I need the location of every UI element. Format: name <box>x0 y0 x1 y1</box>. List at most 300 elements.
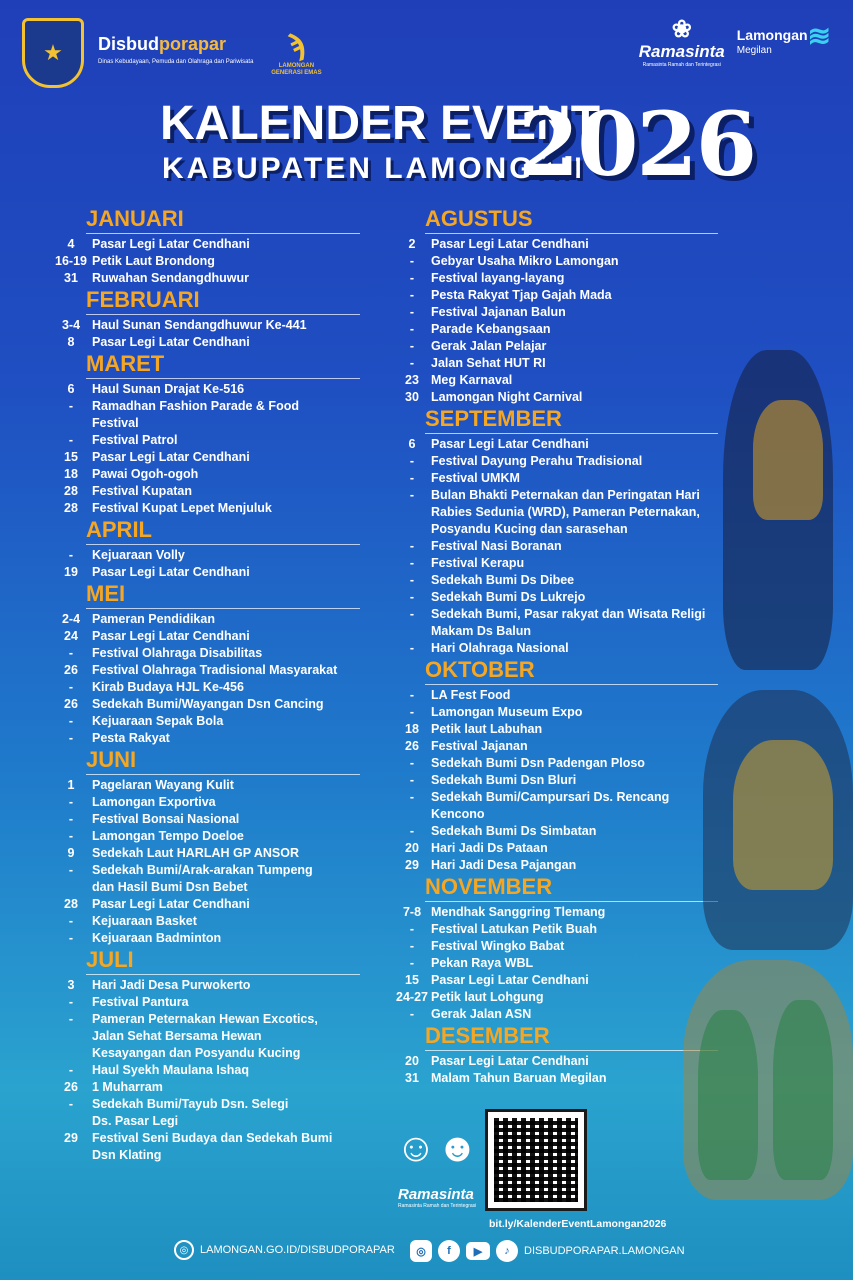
event-row <box>50 994 360 1011</box>
event-row <box>50 679 360 696</box>
event-name: Malam Tahun Baruan Megilan <box>431 1071 607 1085</box>
event-row <box>393 921 718 938</box>
event-row <box>50 1096 360 1113</box>
event-date: 18 <box>405 722 419 736</box>
event-name: Gerak Jalan ASN <box>431 1007 532 1021</box>
event-date: - <box>409 288 415 302</box>
event-date <box>50 1147 92 1164</box>
disbud-logo-text-2: porapar <box>159 34 227 54</box>
header-logos-right <box>639 18 831 68</box>
event-row <box>393 640 718 657</box>
ramasinta-mascot-logo <box>398 1186 476 1209</box>
mascot-logo-text: Ramasinta <box>398 1186 474 1203</box>
event-date <box>50 1045 92 1062</box>
right-column <box>393 206 718 1087</box>
event-name: Kesayangan dan Posyandu Kucing <box>92 1046 301 1060</box>
event-date: - <box>409 705 415 719</box>
event-row <box>50 334 360 351</box>
disbud-subtitle: Dinas Kebudayaan, Pemuda dan Olahraga dan Pariwisata <box>98 59 254 65</box>
event-row <box>393 538 718 555</box>
event-date: - <box>68 646 74 660</box>
event-name: Gebyar Usaha Mikro Lamongan <box>431 254 619 268</box>
event-name: Kejuaraan Basket <box>92 914 197 928</box>
event-name: Festival Olahraga Tradisional Masyarakat <box>92 663 338 677</box>
generasi-emas-icon: ϡ <box>287 29 306 62</box>
event-name: Sedekah Bumi/Campursari Ds. Rencang Kencono <box>431 790 670 821</box>
event-name: Sedekah Bumi Dsn Padengan Ploso <box>431 756 645 770</box>
event-date <box>393 623 431 640</box>
event-name: Pasar Legi Latar Cendhani <box>431 237 589 251</box>
event-row <box>50 381 360 398</box>
month-section-september <box>393 406 718 657</box>
event-row <box>393 270 718 287</box>
event-name: Pameran Peternakan Hewan Excotics, <box>92 1012 318 1026</box>
event-row <box>393 1053 718 1070</box>
event-date: - <box>68 995 74 1009</box>
event-name: Festival Nasi Boranan <box>431 539 562 553</box>
event-date: 2 <box>408 237 416 251</box>
event-date: 19 <box>64 565 78 579</box>
event-row <box>393 453 718 470</box>
event-name: Mendhak Sanggring Tlemang <box>431 905 606 919</box>
youtube-icon[interactable]: ▶ <box>466 1242 490 1260</box>
event-row <box>393 606 718 623</box>
left-column <box>50 206 360 1164</box>
month-section-maret <box>50 351 360 517</box>
event-row <box>50 466 360 483</box>
disbudporapar-logo <box>98 35 253 71</box>
event-row <box>50 713 360 730</box>
event-name: Festival Olahraga Disabilitas <box>92 646 263 660</box>
event-row <box>393 253 718 270</box>
event-name: 1 Muharram <box>92 1080 163 1094</box>
event-row <box>393 755 718 772</box>
event-row <box>50 236 360 253</box>
event-date: 20 <box>405 1054 419 1068</box>
event-name: Hari Jadi Ds Pataan <box>431 841 548 855</box>
event-date: - <box>68 931 74 945</box>
event-name: Jalan Sehat HUT RI <box>431 356 546 370</box>
event-name: Kejuaraan Badminton <box>92 931 222 945</box>
event-row <box>50 398 360 415</box>
event-row <box>50 1113 360 1130</box>
event-row <box>50 317 360 334</box>
event-name: Kejuaraan Sepak Bola <box>92 714 224 728</box>
event-name: Festival Kupat Lepet Menjuluk <box>92 501 272 515</box>
event-row <box>393 840 718 857</box>
event-date: - <box>68 829 74 843</box>
event-name: Sedekah Bumi Dsn Bluri <box>431 773 577 787</box>
event-name: Pasar Legi Latar Cendhani <box>92 450 250 464</box>
event-date: - <box>409 573 415 587</box>
event-name: Kejuaraan Volly <box>92 548 185 562</box>
month-heading: FEBRUARI <box>86 287 360 315</box>
month-heading: MARET <box>86 351 360 379</box>
event-date: - <box>68 914 74 928</box>
disbud-logo-text-1: Disbud <box>98 34 159 54</box>
event-row <box>50 564 360 581</box>
event-name: Haul Sunan Drajat Ke-516 <box>92 382 245 396</box>
event-date: 28 <box>64 484 78 498</box>
event-name: Lamongan Museum Expo <box>431 705 583 719</box>
event-date: 8 <box>67 335 75 349</box>
event-row <box>393 321 718 338</box>
event-date: - <box>409 556 415 570</box>
event-date: 26 <box>64 697 78 711</box>
event-name: Festival Kerapu <box>431 556 525 570</box>
event-name: Dsn Klating <box>92 1148 162 1162</box>
event-date: 26 <box>64 1080 78 1094</box>
event-row <box>393 355 718 372</box>
event-row <box>50 862 360 879</box>
event-row <box>50 270 360 287</box>
event-row <box>50 547 360 564</box>
event-row <box>393 738 718 755</box>
event-date: 26 <box>405 739 419 753</box>
event-date: 28 <box>64 897 78 911</box>
month-section-mei <box>50 581 360 747</box>
event-name: Petik Laut Brondong <box>92 254 215 268</box>
event-name: Festival Bonsai Nasional <box>92 812 240 826</box>
event-row <box>393 623 718 640</box>
month-section-april <box>50 517 360 581</box>
event-row <box>393 772 718 789</box>
event-row <box>50 896 360 913</box>
event-row <box>393 236 718 253</box>
event-name: Pagelaran Wayang Kulit <box>92 778 234 792</box>
event-name: Pasar Legi Latar Cendhani <box>92 237 250 251</box>
event-date: 1 <box>67 778 75 792</box>
event-row <box>393 904 718 921</box>
lamongan-megilan-logo <box>736 20 831 57</box>
event-date: 30 <box>405 390 419 404</box>
event-date: 3-4 <box>61 318 81 332</box>
event-name: Sedekah Laut HARLAH GP ANSOR <box>92 846 299 860</box>
event-name: Pawai Ogoh-ogoh <box>92 467 199 481</box>
event-date <box>50 879 92 896</box>
event-row <box>393 389 718 406</box>
event-date: 24-27 <box>396 990 428 1004</box>
event-row <box>50 662 360 679</box>
month-section-juli <box>50 947 360 1164</box>
qr-code[interactable] <box>488 1112 584 1208</box>
month-heading: MEI <box>86 581 360 609</box>
event-date: - <box>409 824 415 838</box>
event-date: - <box>409 471 415 485</box>
instagram-icon[interactable]: ◎ <box>410 1240 432 1262</box>
event-name: Ds. Pasar Legi <box>92 1114 179 1128</box>
event-date: - <box>409 590 415 604</box>
event-date: - <box>409 607 415 621</box>
event-date: 9 <box>67 846 75 860</box>
event-row <box>50 811 360 828</box>
event-name: Sedekah Bumi, Pasar rakyat dan Wisata Religi <box>431 607 706 621</box>
event-name: Ruwahan Sendangdhuwur <box>92 271 249 285</box>
footer-social <box>410 1240 685 1262</box>
event-date: - <box>68 680 74 694</box>
event-date: - <box>68 714 74 728</box>
social-handle-text[interactable]: DISBUDPORAPAR.LAMONGAN <box>524 1245 685 1257</box>
globe-icon: ◎ <box>174 1240 194 1260</box>
event-row <box>50 930 360 947</box>
event-row <box>50 1045 360 1062</box>
event-date <box>50 1028 92 1045</box>
footer-website[interactable] <box>174 1240 395 1260</box>
event-name: Jalan Sehat Bersama Hewan <box>92 1029 262 1043</box>
facebook-icon[interactable]: f <box>438 1240 460 1262</box>
event-row <box>50 611 360 628</box>
ramasinta-subtitle: Ramasinta Ramah dan Terintegrasi <box>642 62 721 68</box>
event-row <box>50 500 360 517</box>
event-row <box>50 1062 360 1079</box>
event-row <box>50 1028 360 1045</box>
event-date: 24 <box>64 629 78 643</box>
event-row <box>50 628 360 645</box>
event-row <box>393 555 718 572</box>
month-section-desember <box>393 1023 718 1087</box>
month-section-juni <box>50 747 360 947</box>
qr-url-link[interactable]: bit.ly/KalenderEventLamongan2026 <box>489 1218 667 1230</box>
event-date: - <box>68 399 74 413</box>
event-name: Petik laut Lohgung <box>431 990 544 1004</box>
event-date: 31 <box>64 271 78 285</box>
event-row <box>393 789 718 823</box>
event-row <box>393 504 718 521</box>
event-name: Haul Syekh Maulana Ishaq <box>92 1063 249 1077</box>
mascot-logo-subtitle: Ramasinta Ramah dan Terintegrasi <box>398 1203 477 1209</box>
event-date: - <box>409 322 415 336</box>
event-row <box>393 372 718 389</box>
tiktok-icon[interactable]: ♪ <box>496 1240 518 1262</box>
event-row <box>393 1006 718 1023</box>
event-date: - <box>409 356 415 370</box>
header-logos-left <box>22 18 325 88</box>
event-row <box>50 415 360 432</box>
event-name: Sedekah Bumi/Wayangan Dsn Cancing <box>92 697 324 711</box>
event-row <box>393 304 718 321</box>
month-heading: NOVEMBER <box>425 874 718 902</box>
event-row <box>50 645 360 662</box>
event-row <box>50 845 360 862</box>
event-date: - <box>409 254 415 268</box>
event-row <box>50 730 360 747</box>
event-date: - <box>68 863 74 877</box>
event-name: Festival Dayung Perahu Tradisional <box>431 454 643 468</box>
regency-crest-logo: ★ <box>22 18 84 88</box>
event-date <box>393 521 431 538</box>
month-heading: JANUARI <box>86 206 360 234</box>
event-date: 3 <box>67 978 75 992</box>
event-date: - <box>409 339 415 353</box>
event-date: - <box>409 756 415 770</box>
event-row <box>393 470 718 487</box>
event-row <box>393 857 718 874</box>
event-date: 15 <box>64 450 78 464</box>
event-row <box>50 879 360 896</box>
event-date: - <box>68 1097 74 1111</box>
event-date: 7-8 <box>402 905 422 919</box>
event-row <box>393 589 718 606</box>
event-name: Pasar Legi Latar Cendhani <box>431 1054 589 1068</box>
event-name: Bulan Bhakti Peternakan dan Peringatan Hari <box>431 488 700 502</box>
event-name: Hari Jadi Desa Purwokerto <box>92 978 251 992</box>
event-date: - <box>68 433 74 447</box>
ramasinta-logo <box>639 18 725 68</box>
event-row <box>50 253 360 270</box>
event-name: Sedekah Bumi Ds Dibee <box>431 573 575 587</box>
event-row <box>50 449 360 466</box>
event-row <box>50 1011 360 1028</box>
month-heading: JULI <box>86 947 360 975</box>
event-name: Pameran Pendidikan <box>92 612 215 626</box>
event-row <box>50 696 360 713</box>
event-row <box>393 338 718 355</box>
event-name: Pasar Legi Latar Cendhani <box>92 897 250 911</box>
event-date: 2-4 <box>61 612 81 626</box>
event-name: Festival Pantura <box>92 995 189 1009</box>
flower-icon: ❀ <box>671 16 692 43</box>
event-name: Pasar Legi Latar Cendhani <box>92 629 250 643</box>
event-date: - <box>409 1007 415 1021</box>
event-date: - <box>409 790 415 804</box>
event-row <box>393 972 718 989</box>
event-name: Pasar Legi Latar Cendhani <box>431 973 589 987</box>
month-section-oktober <box>393 657 718 874</box>
event-row <box>393 704 718 721</box>
event-row <box>393 487 718 504</box>
event-name: Festival Patrol <box>92 433 178 447</box>
event-date: - <box>68 1063 74 1077</box>
wave-icon: ≋ <box>807 20 831 52</box>
event-name: Rabies Sedunia (WRD), Pameran Peternakan, <box>431 505 700 519</box>
event-name: Pesta Rakyat Tjap Gajah Mada <box>431 288 612 302</box>
event-name: Ramadhan Fashion Parade & Food <box>92 399 299 413</box>
event-name: Festival Jajanan <box>431 739 528 753</box>
event-date: 20 <box>405 841 419 855</box>
event-name: Festival Latukan Petik Buah <box>431 922 598 936</box>
month-heading: OKTOBER <box>425 657 718 685</box>
event-date <box>393 504 431 521</box>
event-row <box>393 287 718 304</box>
event-date: - <box>409 922 415 936</box>
event-date <box>50 415 92 432</box>
page-year: 2026 <box>518 92 755 196</box>
event-date: - <box>409 539 415 553</box>
event-date: 29 <box>64 1131 78 1145</box>
event-name: Pesta Rakyat <box>92 731 170 745</box>
event-date: 16-19 <box>55 254 87 268</box>
event-name: Posyandu Kucing dan sarasehan <box>431 522 628 536</box>
event-row <box>393 1070 718 1087</box>
event-name: Festival Kupatan <box>92 484 193 498</box>
event-date: 18 <box>64 467 78 481</box>
event-date: - <box>409 305 415 319</box>
event-date: - <box>68 731 74 745</box>
event-name: Pasar Legi Latar Cendhani <box>431 437 589 451</box>
page-title: KALENDER EVENT <box>160 97 601 150</box>
website-text[interactable]: LAMONGAN.GO.ID/DISBUDPORAPAR <box>200 1244 395 1256</box>
event-row <box>50 777 360 794</box>
month-heading: SEPTEMBER <box>425 406 718 434</box>
event-date: - <box>68 795 74 809</box>
event-name: Parade Kebangsaan <box>431 322 551 336</box>
event-name: Haul Sunan Sendangdhuwur Ke-441 <box>92 318 307 332</box>
event-row <box>50 483 360 500</box>
event-row <box>393 989 718 1006</box>
month-heading: APRIL <box>86 517 360 545</box>
event-name: Sedekah Bumi/Arak-arakan Tumpeng <box>92 863 313 877</box>
month-section-februari <box>50 287 360 351</box>
event-row <box>50 1079 360 1096</box>
mascot-illustration: ☺☻ <box>395 1126 479 1170</box>
event-date: - <box>68 1012 74 1026</box>
event-name: Pekan Raya WBL <box>431 956 534 970</box>
event-name: Hari Olahraga Nasional <box>431 641 569 655</box>
event-row <box>393 687 718 704</box>
event-date: - <box>409 454 415 468</box>
event-name: Makam Ds Balun <box>431 624 532 638</box>
event-row <box>393 955 718 972</box>
event-date: 15 <box>405 973 419 987</box>
event-row <box>393 938 718 955</box>
month-heading: DESEMBER <box>425 1023 718 1051</box>
event-name: Hari Jadi Desa Pajangan <box>431 858 577 872</box>
event-name: Meg Karnaval <box>431 373 513 387</box>
event-name: Pasar Legi Latar Cendhani <box>92 565 250 579</box>
event-name: Petik laut Labuhan <box>431 722 543 736</box>
event-date: - <box>68 812 74 826</box>
event-date: 29 <box>405 858 419 872</box>
ramasinta-text: Ramasinta <box>638 42 725 61</box>
event-row <box>393 823 718 840</box>
month-section-november <box>393 874 718 1023</box>
month-section-agustus <box>393 206 718 406</box>
event-row <box>50 913 360 930</box>
event-date: - <box>409 688 415 702</box>
event-name: Festival Wingko Babat <box>431 939 565 953</box>
event-name: Sedekah Bumi Ds Lukrejo <box>431 590 586 604</box>
page-subtitle: KABUPATEN LAMONGAN <box>162 152 585 185</box>
megilan-text-2: Megilan <box>736 44 772 56</box>
event-name: Pasar Legi Latar Cendhani <box>92 335 250 349</box>
event-date: - <box>409 939 415 953</box>
month-heading: JUNI <box>86 747 360 775</box>
event-date: 4 <box>67 237 75 251</box>
event-name: Lamongan Tempo Doeloe <box>92 829 244 843</box>
event-date: 28 <box>64 501 78 515</box>
event-name: dan Hasil Bumi Dsn Bebet <box>92 880 248 894</box>
month-section-januari <box>50 206 360 287</box>
month-heading: AGUSTUS <box>425 206 718 234</box>
event-name: Sedekah Bumi Ds Simbatan <box>431 824 597 838</box>
megilan-text-1: Lamongan <box>736 27 808 44</box>
event-row <box>393 721 718 738</box>
event-name: Festival UMKM <box>431 471 520 485</box>
event-row <box>50 828 360 845</box>
event-date: - <box>409 956 415 970</box>
event-name: Festival layang-layang <box>431 271 565 285</box>
dancers-image <box>683 270 853 1210</box>
event-name: Festival Jajanan Balun <box>431 305 566 319</box>
event-name: Festival <box>92 416 139 430</box>
event-row <box>50 977 360 994</box>
event-name: Festival Seni Budaya dan Sedekah Bumi <box>92 1131 333 1145</box>
event-date <box>50 1113 92 1130</box>
event-date: - <box>409 773 415 787</box>
event-name: LA Fest Food <box>431 688 511 702</box>
event-date: - <box>409 488 415 502</box>
event-date: - <box>409 271 415 285</box>
